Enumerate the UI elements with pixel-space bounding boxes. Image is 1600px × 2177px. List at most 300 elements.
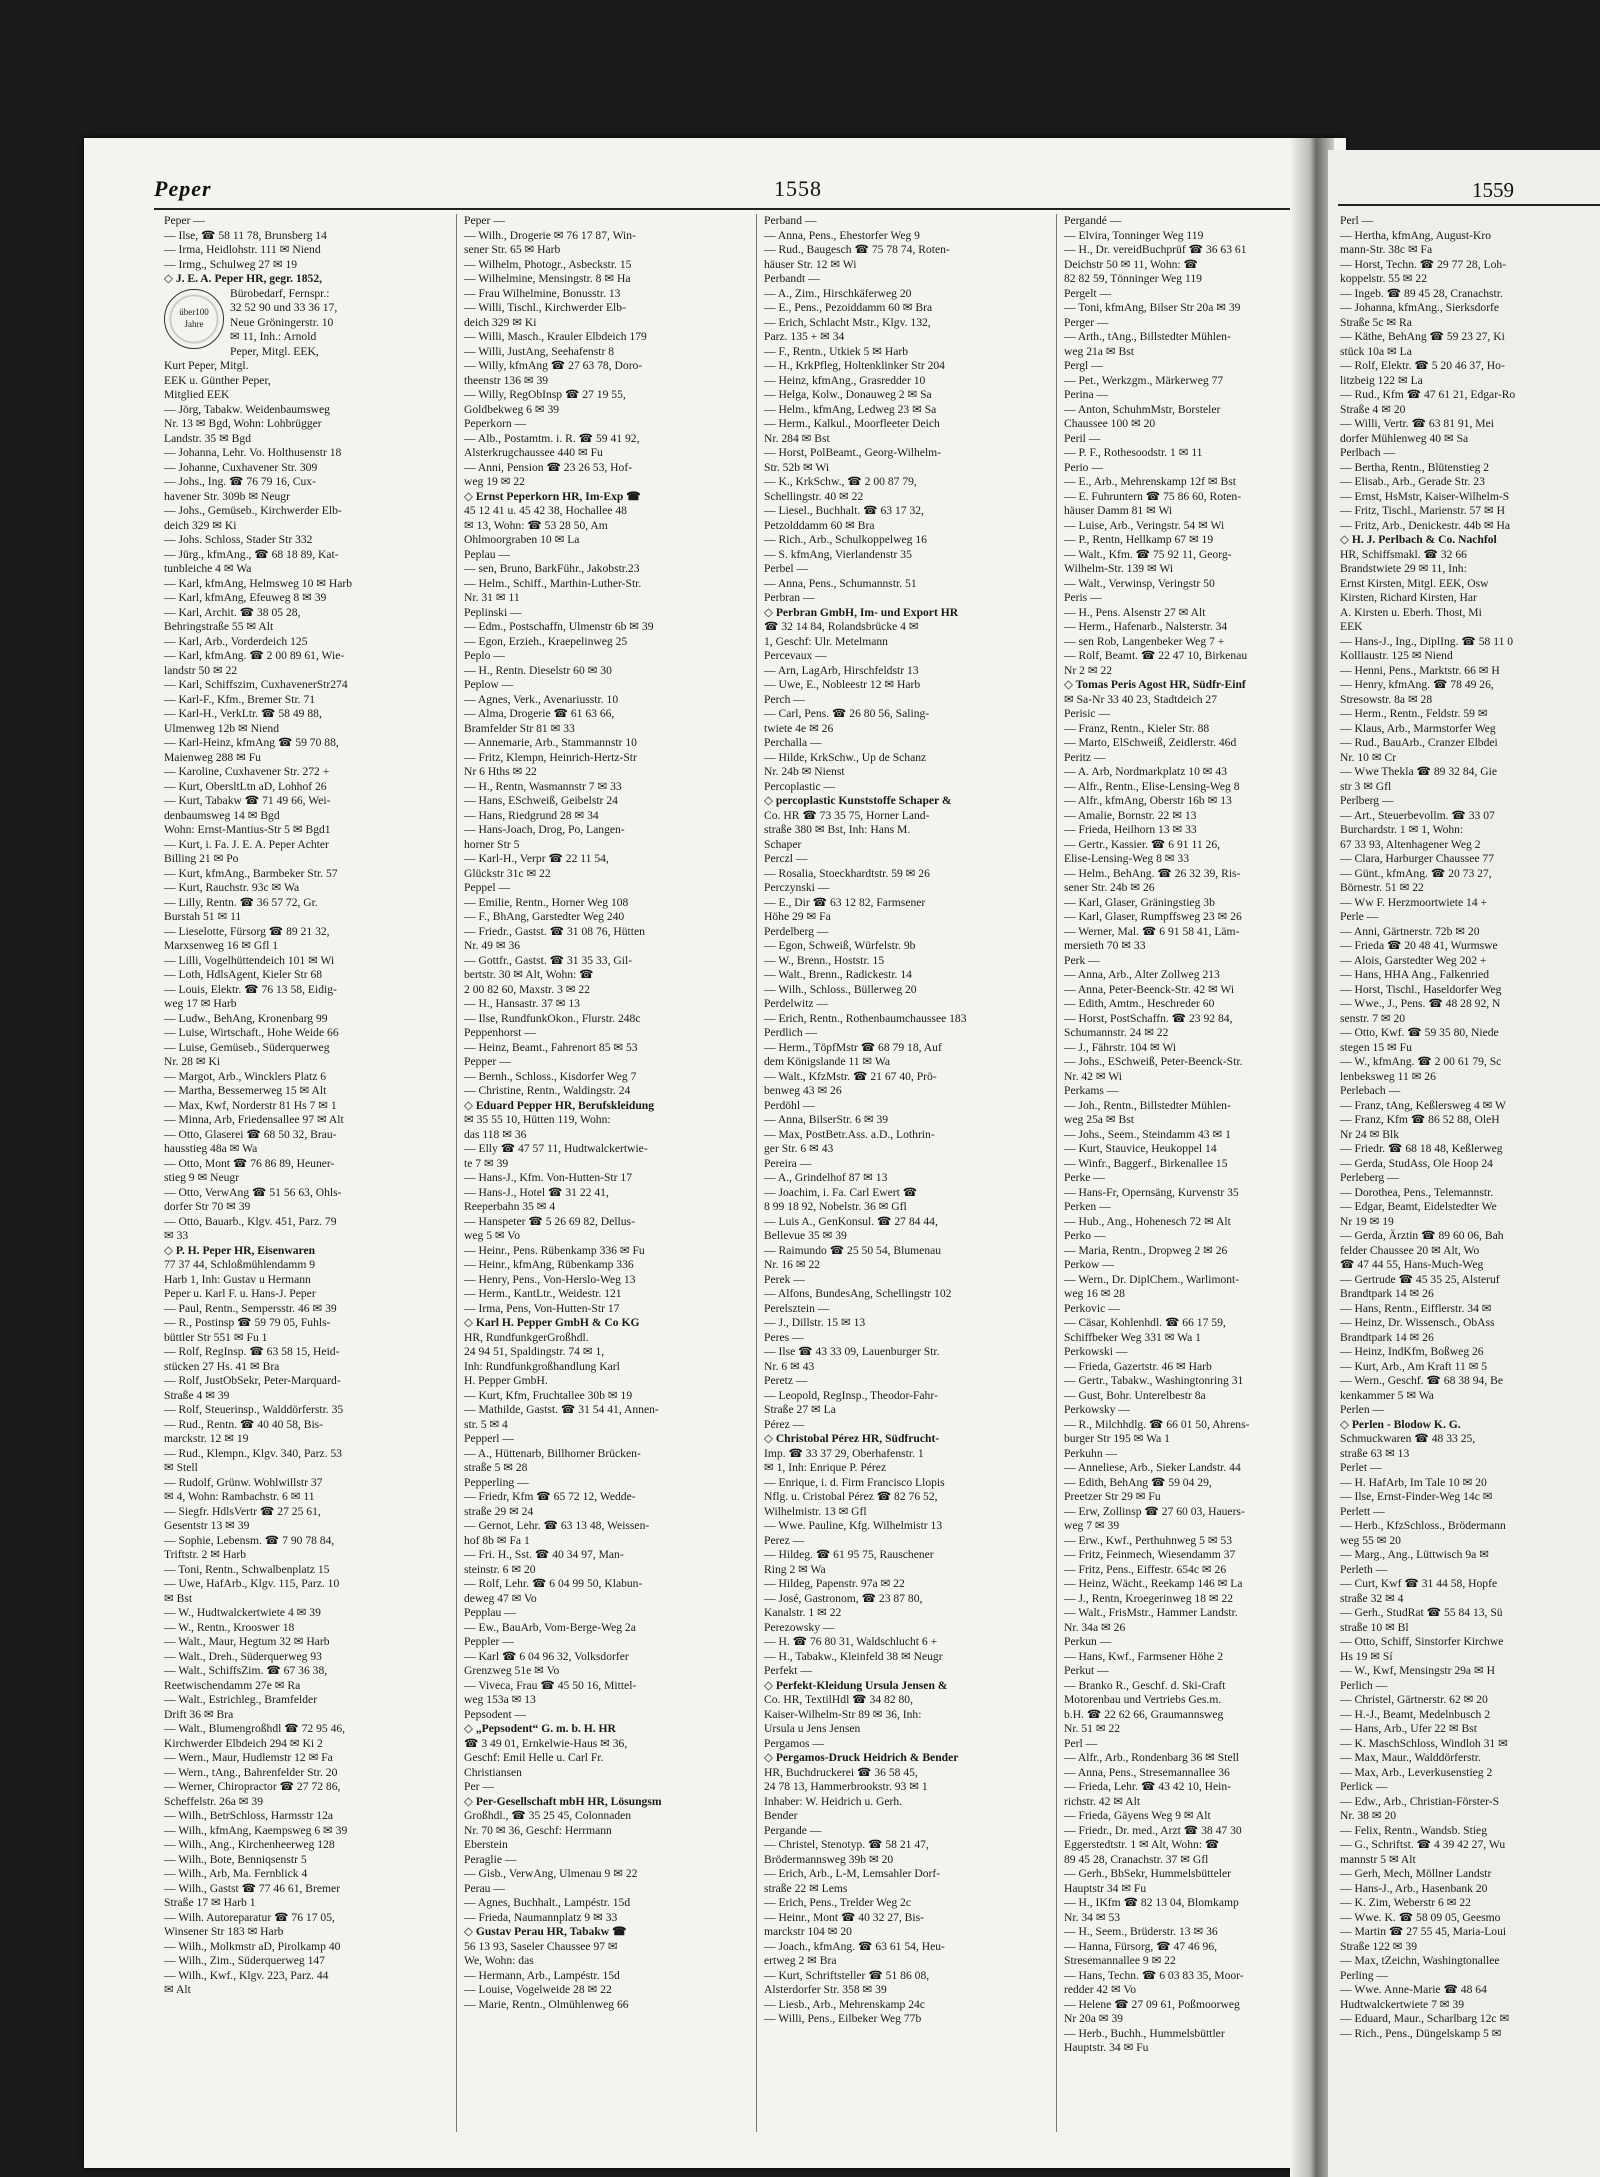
directory-entry-line: — Walt., Brenn., Radickestr. 14 <box>764 968 912 981</box>
directory-page <box>84 138 1346 2168</box>
directory-entry-line: Pepplau — <box>464 1606 516 1619</box>
directory-entry-line: Grenzweg 51e ✉ Vo <box>464 1664 560 1677</box>
directory-entry-line: — Willi, Tischl., Kirchwerder Elb- <box>464 301 626 314</box>
directory-entry-line: Nr. 6 ✉ 43 <box>764 1359 815 1373</box>
directory-entry-line: — Jürg., kfmAng., ☎ 68 18 89, Kat- <box>164 547 339 561</box>
directory-entry-line: Nr 6 Hths ✉ 22 <box>464 765 537 778</box>
directory-entry-line: — Rud., Rentn. ☎ 40 40 58, Bis- <box>164 1417 324 1431</box>
directory-entry-line: — Erw., Kwf., Perthuhnweg 5 ✉ 53 <box>1064 1533 1233 1547</box>
directory-entry-line: — K. MaschSchloss, Windloh 31 ✉ <box>1340 1736 1508 1750</box>
directory-entry-line: — E. Fuhruntern ☎ 75 86 60, Roten- <box>1064 489 1242 503</box>
directory-entry-line: — Irma, Heidlohstr. 111 ✉ Niend <box>164 243 321 256</box>
directory-entry-line: — Fri. H., Sst. ☎ 40 34 97, Man- <box>464 1548 624 1561</box>
directory-entry-line: — Liesel., Buchhalt. ☎ 63 17 32, <box>764 504 924 517</box>
directory-entry-line: 67 33 93, Altenhagener Weg 2 <box>1340 837 1481 851</box>
directory-entry-line: — Fritz, Klempn, Heinrich-Hertz-Str <box>464 750 637 764</box>
directory-entry-line: — Erich, Arb., L-M, Lemsahler Dorf- <box>764 1867 941 1880</box>
directory-entry-line: Burstah 51 ✉ 11 <box>164 910 242 923</box>
directory-entry-line: — Anna, Pens., Stresemannallee 36 <box>1064 1765 1230 1779</box>
directory-entry-line: Peppler — <box>464 1635 514 1648</box>
directory-entry-line: — Henni, Pens., Marktstr. 66 ✉ H <box>1340 663 1500 677</box>
directory-entry-line: ◇ Gustav Perau HR, Tabakw ☎ <box>464 1925 627 1938</box>
directory-entry-line: — Arth., tAng., Billstedter Mühlen- <box>1064 330 1231 343</box>
directory-entry-line: marckstr 104 ✉ 20 <box>764 1925 852 1938</box>
directory-entry-line: ✉ Stell <box>164 1461 198 1474</box>
directory-entry-line: Peper — <box>164 214 205 227</box>
directory-entry-line: — Frieda, Heilhorn 13 ✉ 33 <box>1064 823 1197 836</box>
directory-entry-line: kenkammer 5 ✉ Wa <box>1340 1388 1434 1402</box>
directory-entry-line: straße 10 ✉ Bl <box>1340 1620 1409 1634</box>
directory-entry-line: ✉ 13, Wohn: ☎ 53 28 50, Am <box>464 518 608 532</box>
directory-entry-line: HR, RundfunkgerGroßhdl. <box>464 1330 589 1344</box>
directory-entry-line: — Luise, Wirtschaft., Hohe Weide 66 <box>164 1026 339 1039</box>
directory-entry-line: — Martin ☎ 27 55 45, Maria-Loui <box>1340 1925 1507 1938</box>
directory-entry-line: — H. ☎ 76 80 31, Waldschlucht 6 + <box>764 1635 938 1648</box>
directory-entry-line: — Horst, PostSchaffn. ☎ 23 92 84, <box>1064 1011 1233 1025</box>
directory-entry-line: ◇ J. E. A. Peper HR, gegr. 1852, <box>164 272 323 285</box>
directory-entry-line: — H.-J., Beamt, Medelnbusch 2 <box>1340 1707 1491 1721</box>
directory-entry-line: ◇ percoplastic Kunststoffe Schaper & <box>764 794 952 807</box>
directory-entry-line: — Christel, Gärtnerstr. 62 ✉ 20 <box>1340 1693 1488 1706</box>
directory-entry-line: Marxsenweg 16 ✉ Gfl 1 <box>164 939 279 952</box>
directory-entry-line: Peppenhorst — <box>464 1026 536 1039</box>
directory-entry-line: Perlbach — <box>1340 446 1396 459</box>
directory-entry-line: — Gerh., StudRat ☎ 55 84 13, Sü <box>1340 1606 1503 1619</box>
directory-entry-line: — Liesb., Arb., Mehrenskamp 24c <box>764 1997 925 2011</box>
directory-entry-line: Ursula u Jens Jensen <box>764 1722 861 1735</box>
directory-entry-line: ◇ P. H. Peper HR, Eisenwaren <box>164 1243 316 1257</box>
directory-entry-line: Preetzer Str 29 ✉ Fu <box>1064 1490 1161 1503</box>
directory-entry-line: — Alfons, BundesAng, Schellingstr 102 <box>764 1287 952 1300</box>
directory-entry-line: — Rud., Baugesch ☎ 75 78 74, Roten- <box>764 243 950 256</box>
directory-entry-line: straße 29 ✉ 24 <box>464 1504 534 1518</box>
directory-entry-line: — Herb., KfzSchloss., Brödermann <box>1340 1519 1506 1532</box>
directory-entry-line: Bellevue 35 ✉ 39 <box>764 1229 847 1242</box>
directory-entry-line: Straße 27 ✉ La <box>764 1403 836 1416</box>
directory-entry-line: — Friedr. ☎ 68 18 48, Keßlerweg <box>1340 1142 1503 1155</box>
directory-entry-line: ◇ Ernst Peperkorn HR, Im-Exp ☎ <box>464 489 641 503</box>
directory-entry-line: Drift 36 ✉ Bra <box>164 1707 234 1721</box>
directory-entry-line: — Curt, Kwf ☎ 31 44 58, Hopfe <box>1340 1577 1498 1590</box>
directory-entry-line: — Hans, ESchweiß, Geibelstr 24 <box>464 794 618 807</box>
directory-entry-line: — Anna, Pens., Ehestorfer Weg 9 <box>764 228 920 242</box>
directory-entry-line: — Anneliese, Arb., Sieker Landstr. 44 <box>1064 1461 1241 1474</box>
directory-entry-line: — Wwe., J., Pens. ☎ 48 28 92, N <box>1340 997 1501 1010</box>
directory-entry-line: — Toni, kfmAng, Bilser Str 20a ✉ 39 <box>1064 301 1241 314</box>
directory-entry-line: — Eduard, Maur., Scharlbarg 12c ✉ <box>1340 2012 1510 2025</box>
directory-entry-line: 8 99 18 92, Nobelstr. 36 ✉ Gfl <box>764 1200 907 1213</box>
directory-entry-line: — Fritz, Feinmech, Wiesendamm 37 <box>1064 1548 1236 1561</box>
directory-entry-line: — Karl-H., Verpr ☎ 22 11 54, <box>464 852 609 865</box>
directory-entry-line: — S. kfmAng, Vierlandenstr 35 <box>764 547 912 561</box>
directory-entry-line: — Hildeg. ☎ 61 95 75, Rauschener <box>764 1548 934 1561</box>
directory-entry-line: Harb 1, Inh: Gustav u Hermann <box>164 1272 311 1286</box>
directory-entry-line: landstr 50 ✉ 22 <box>164 663 238 677</box>
directory-entry-line: — A., Zim., Hirschkäferweg 20 <box>764 286 912 300</box>
directory-entry-line: — Wwe. Anne-Marie ☎ 48 64 <box>1340 1983 1487 1996</box>
directory-entry-line: — Johanna, kfmAng., Sierksdorfe <box>1340 301 1500 314</box>
column-divider <box>1056 214 1057 2132</box>
directory-entry-line: Mitglied EEK <box>164 388 230 401</box>
directory-entry-line: Perl — <box>1064 1736 1098 1750</box>
directory-entry-line: — Heinr., Pens. Rübenkamp 336 ✉ Fu <box>464 1243 645 1257</box>
directory-entry-line: Perdöhl — <box>764 1098 815 1112</box>
directory-entry-line: Perek — <box>764 1272 805 1286</box>
directory-entry-line: Peretz — <box>764 1374 808 1387</box>
directory-entry-line: Schaper <box>764 837 802 851</box>
directory-entry-line: Pereira — <box>764 1156 812 1170</box>
directory-entry-line: HR, Schiffsmakl. ☎ 32 66 <box>1340 547 1467 561</box>
directory-entry-line: Perkuhn — <box>1064 1446 1118 1460</box>
directory-entry-line: Pergande — <box>764 1823 822 1837</box>
directory-entry-line: Perkowski — <box>1064 1345 1128 1358</box>
directory-entry-line: Nr. 24b ✉ Nienst <box>764 765 845 778</box>
directory-entry-line: — Wilhelmine, Mensingstr. 8 ✉ Ha <box>464 272 631 285</box>
directory-entry-line: — Alma, Drogerie ☎ 61 63 66, <box>464 707 615 720</box>
directory-entry-line: — Friedr., Gastst. ☎ 31 08 76, Hütten <box>464 924 645 938</box>
directory-entry-line: Pergl — <box>1064 359 1103 372</box>
directory-entry-line: Stresemannallee 9 ✉ 22 <box>1064 1954 1176 1967</box>
directory-entry-line: Kurt Peper, Mitgl. <box>164 359 249 372</box>
directory-entry-line: HR, Buchdruckerei ☎ 36 58 45, <box>764 1765 918 1779</box>
directory-entry-line: — Clara, Harburger Chaussee 77 <box>1340 852 1495 865</box>
directory-entry-line: — R., Milchhdlg. ☎ 66 01 50, Ahrens- <box>1064 1417 1250 1431</box>
directory-entry-line: — Helm., kfmAng, Ledweg 23 ✉ Sa <box>764 402 937 416</box>
directory-entry-line: twiete 4e ✉ 26 <box>764 721 834 735</box>
directory-entry-line: — Agnes, Buchhalt., Lampéstr. 15d <box>464 1896 631 1909</box>
directory-entry-line: Nr. 42 ✉ Wi <box>1064 1069 1122 1083</box>
directory-entry-line: ✉ 33 <box>164 1229 189 1242</box>
directory-entry-line: EEK <box>1340 620 1363 633</box>
directory-entry-line: — Elisab., Arb., Gerade Str. 23 <box>1340 475 1485 488</box>
directory-entry-line: — Max, tZeichn, Washingtonallee <box>1340 1954 1500 1967</box>
directory-entry-line: Perchalla — <box>764 736 822 749</box>
directory-entry-line: — Gottfr., Gastst. ☎ 31 35 33, Gil- <box>464 953 633 967</box>
directory-entry-line: Perger — <box>1064 315 1109 329</box>
directory-entry-line: — Anna, Peter-Beenck-Str. 42 ✉ Wi <box>1064 982 1235 996</box>
directory-entry-line: — Leopold, RegInsp., Theodor-Fahr- <box>764 1388 938 1402</box>
directory-entry-line: — Kurt, kfmAng., Barmbeker Str. 57 <box>164 866 338 880</box>
directory-entry-line: Ring 2 ✉ Wa <box>764 1562 826 1576</box>
directory-entry-line: — Gerda, Ärztin ☎ 89 60 06, Bah <box>1340 1229 1504 1242</box>
directory-entry-line: — Heinz, Dr. Wissensch., ObAss <box>1340 1316 1495 1329</box>
directory-entry-line: — Walt., SchiffsZim. ☎ 67 36 38, <box>164 1664 328 1677</box>
directory-entry-line: — Erich, Pens., Trelder Weg 2c <box>764 1896 911 1909</box>
seal-text: Jahre <box>184 318 204 329</box>
directory-entry-line: Peris — <box>1064 591 1102 604</box>
directory-entry-line: — Joach., kfmAng. ☎ 63 61 54, Heu- <box>764 1939 945 1953</box>
directory-entry-line: 24 94 51, Spaldingstr. 74 ✉ 1, <box>464 1345 605 1358</box>
directory-entry-line: — Karl, kfmAng, Efeuweg 8 ✉ 39 <box>164 591 327 604</box>
directory-entry-line: Perdelberg — <box>764 924 829 938</box>
directory-entry-line: — Alois, Garstedter Weg 202 + <box>1340 953 1487 967</box>
directory-entry-line: Hauptstr 34 ✉ Fu <box>1064 1881 1147 1895</box>
directory-entry-line: ✉ Alt <box>164 1983 191 1996</box>
directory-entry-line: ◇ Tomas Peris Agost HR, Südfr-Einf <box>1064 678 1246 691</box>
directory-entry-line: — Walt., Estrichleg., Bramfelder <box>164 1693 318 1706</box>
directory-entry-line: ✉ 11, Inh.: Arnold <box>230 330 317 343</box>
directory-entry-line: — Gisb., VerwAng, Ulmenau 9 ✉ 22 <box>464 1867 638 1880</box>
directory-entry-line: — Gernot, Lehr. ☎ 63 13 48, Weissen- <box>464 1519 650 1532</box>
directory-entry-line: — Friedr., Dr. med., Arzt ☎ 38 47 30 <box>1064 1823 1242 1837</box>
directory-entry-line: — Louis, Elektr. ☎ 76 13 58, Eidig- <box>164 982 337 996</box>
directory-entry-line: — Hans-J., Ing., DiplIng. ☎ 58 11 0 <box>1340 634 1514 648</box>
directory-entry-line: — Lilly, Rentn. ☎ 36 57 72, Gr. <box>164 895 318 909</box>
directory-entry-line: Perlet — <box>1340 1461 1382 1474</box>
directory-entry-line: dem Königslande 11 ✉ Wa <box>764 1055 890 1068</box>
directory-entry-line: Peper — <box>464 214 505 227</box>
directory-entry-line: — Max, Maur., Walddörferstr. <box>1340 1751 1481 1764</box>
directory-entry-line: — H. HafArb, Im Tale 10 ✉ 20 <box>1340 1475 1487 1489</box>
directory-entry-line: — Karl, kfmAng. ☎ 2 00 89 61, Wie- <box>164 649 345 662</box>
directory-entry-line: Alsterkrugchaussee 440 ✉ Fu <box>464 446 603 459</box>
directory-entry-line: Perband — <box>764 214 817 227</box>
directory-entry-line: Pepper — <box>464 1055 511 1068</box>
directory-entry-line: — W., Brenn., Hoststr. 15 <box>764 953 885 967</box>
directory-entry-line: — Kurt, Arb., Am Kraft 11 ✉ 5 <box>1340 1359 1488 1373</box>
directory-entry-line: — Alfr., kfmAng, Oberstr 16b ✉ 13 <box>1064 794 1232 807</box>
directory-entry-line: — Margot, Arb., Wincklers Platz 6 <box>164 1069 327 1083</box>
directory-entry-line: Pergamos — <box>764 1736 825 1750</box>
directory-entry-line: — Gerda, StudAss, Ole Hoop 24 <box>1340 1156 1493 1170</box>
directory-entry-line: — F., BhAng, Garstedter Weg 240 <box>464 910 625 923</box>
directory-entry-line: — Kurt, Schriftsteller ☎ 51 86 08, <box>764 1968 930 1982</box>
directory-entry-line: — Günt., kfmAng. ☎ 20 73 27, <box>1340 866 1492 880</box>
directory-entry-line: — Wilh., Zim., Süderquerweg 147 <box>164 1954 325 1967</box>
directory-entry-line: Perdlich — <box>764 1026 818 1039</box>
directory-entry-line: Höhe 29 ✉ Fa <box>764 910 831 923</box>
directory-entry-line: stück 10a ✉ La <box>1340 344 1412 358</box>
directory-entry-line: Nr. 16 ✉ 22 <box>764 1258 821 1271</box>
directory-entry-line: — Rich., Arb., Schulkoppelweg 16 <box>764 533 927 546</box>
directory-entry-line: — Uwe, HafArb., Klgv. 115, Parz. 10 <box>164 1577 340 1590</box>
directory-entry-line: mannstr 5 ✉ Alt <box>1340 1852 1416 1866</box>
directory-entry-line: — Branko R., Geschf. d. Ski-Craft <box>1064 1678 1226 1692</box>
directory-entry-line: Co. HR, TextilHdl ☎ 34 82 80, <box>764 1693 914 1706</box>
directory-entry-line: — Herm., KantLtr., Weidestr. 121 <box>464 1287 622 1300</box>
directory-entry-line: — Louise, Vogelweide 28 ✉ 22 <box>464 1983 612 1996</box>
directory-entry-line: Alsterdorfer Str. 358 ✉ 39 <box>764 1983 887 1996</box>
directory-entry-line: — Alb., Postamtm. i. R. ☎ 59 41 92, <box>464 431 640 445</box>
directory-entry-line: — Kurt, i. Fa. J. E. A. Peper Achter <box>164 837 329 851</box>
directory-entry-line: Pepperling — <box>464 1475 529 1489</box>
directory-entry-line: ◇ Perlen - Blodow K. G. <box>1340 1417 1461 1431</box>
directory-entry-line: weg 16 ✉ 28 <box>1064 1287 1125 1300</box>
directory-entry-line: — Karl-Heinz, kfmAng ☎ 59 70 88, <box>164 736 339 749</box>
directory-entry-line: — Herm., Rentn., Feldstr. 59 ✉ <box>1340 707 1488 720</box>
directory-entry-line: Pepperl — <box>464 1432 514 1445</box>
directory-entry-line: — Herm., TöpfMstr ☎ 68 79 18, Auf <box>764 1040 942 1054</box>
directory-entry-line: — Hertha, kfmAng, August-Kro <box>1340 228 1492 242</box>
directory-entry-line: Perbel — <box>764 562 809 575</box>
directory-entry-line: Reeperbahn 35 ✉ 4 <box>464 1200 556 1213</box>
directory-entry-line: Nr. 31 ✉ 11 <box>464 591 520 604</box>
directory-entry-line: Petzolddamm 60 ✉ Bra <box>764 518 875 532</box>
directory-entry-line: sener Str. 65 ✉ Harb <box>464 243 561 256</box>
directory-entry-line: — Walt., Verwinsp, Veringstr 50 <box>1064 576 1215 590</box>
directory-entry-line: Straße 4 ✉ 20 <box>1340 402 1406 416</box>
directory-entry-line: litzbeig 122 ✉ La <box>1340 373 1423 387</box>
directory-entry-line: Perlberg — <box>1340 794 1394 807</box>
directory-column-3 <box>764 214 1050 2027</box>
directory-entry-line: Parz. 135 + ✉ 34 <box>764 330 845 343</box>
directory-entry-line: Perezowsky — <box>764 1620 835 1634</box>
directory-entry-line: — Alfr., Arb., Rondenbarg 36 ✉ Stell <box>1064 1751 1240 1764</box>
directory-entry-line: — Ew., BauArb, Vom-Berge-Weg 2a <box>464 1620 636 1634</box>
directory-entry-line: — Hildeg, Papenstr. 97a ✉ 22 <box>764 1577 905 1590</box>
directory-entry-line: — Karl-F., Kfm., Bremer Str. 71 <box>164 692 316 706</box>
directory-entry-line: — Otto, Kwf. ☎ 59 35 80, Niede <box>1340 1026 1499 1039</box>
directory-entry-line: weg 21a ✉ Bst <box>1064 344 1134 358</box>
directory-entry-line: Nr. 49 ✉ 36 <box>464 939 521 952</box>
directory-entry-line: Bramfelder Str 81 ✉ 33 <box>464 721 575 735</box>
directory-entry-line: Percevaux — <box>764 649 827 662</box>
directory-entry-line: — Johs., Gemüseb., Kirchwerder Elb- <box>164 504 342 517</box>
directory-entry-line: Schmuckwaren ☎ 48 33 25, <box>1340 1432 1476 1445</box>
directory-entry-line: — Irma, Pens, Von-Hutten-Str 17 <box>464 1301 620 1315</box>
directory-entry-line: — Paul, Rentn., Sempersstr. 46 ✉ 39 <box>164 1301 337 1315</box>
directory-entry-line: ☎ 3 49 01, Ernkelwie-Haus ✉ 36, <box>464 1736 628 1750</box>
directory-entry-line: weg 5 ✉ Vo <box>464 1229 520 1242</box>
directory-entry-line: — Johanne, Cuxhavener Str. 309 <box>164 460 318 474</box>
directory-entry-line: Neue Gröningerstr. 10 <box>230 315 334 329</box>
directory-entry-line: — Henry, Pens., Von-Herslo-Weg 13 <box>464 1272 636 1286</box>
directory-entry-line: — Egon, Schweiß, Würfelstr. 9b <box>764 939 916 952</box>
directory-entry-line: — Pet., Werkzgm., Märkerweg 77 <box>1064 373 1224 387</box>
directory-entry-line: — Anni, Gärtnerstr. 72b ✉ 20 <box>1340 924 1480 938</box>
directory-entry-line: Perina — <box>1064 388 1109 401</box>
directory-entry-line: — Horst, Tischl., Haseldorfer Weg <box>1340 982 1502 996</box>
directory-entry-line: Billing 21 ✉ Po <box>164 852 239 865</box>
directory-entry-line: Elise-Lensing-Weg 8 ✉ 33 <box>1064 852 1190 865</box>
directory-entry-line: — Enrique, i. d. Firm Francisco Llopis <box>764 1475 945 1489</box>
directory-entry-line: — E., Dir ☎ 63 12 82, Farmsener <box>764 895 926 909</box>
directory-entry-line: — Wilh., Molkmstr aD, Pirolkamp 40 <box>164 1939 341 1953</box>
directory-entry-line: Perkun — <box>1064 1635 1112 1648</box>
directory-entry-line: — Wern., Maur, Hudlemstr 12 ✉ Fa <box>164 1751 333 1764</box>
directory-entry-line: — R., Postinsp ☎ 59 79 05, Fuhls- <box>164 1316 331 1329</box>
directory-entry-line: — Marg., Ang., Lüttwisch 9a ✉ <box>1340 1548 1489 1561</box>
directory-entry-line: Hauptstr. 34 ✉ Fu <box>1064 2041 1149 2054</box>
directory-entry-line: — Johs., Ing. ☎ 76 79 16, Cux- <box>164 475 316 488</box>
directory-entry-line: Perl — <box>1340 214 1374 227</box>
directory-entry-line: — Maria, Rentn., Dropweg 2 ✉ 26 <box>1064 1243 1228 1257</box>
directory-entry-line: Nr 20a ✉ 39 <box>1064 2012 1123 2025</box>
directory-entry-line: — Wwe Thekla ☎ 89 32 84, Gie <box>1340 765 1497 778</box>
directory-entry-line: Perau — <box>464 1881 505 1895</box>
directory-entry-line: Großhdl., ☎ 35 25 45, Colonnaden <box>464 1809 632 1822</box>
directory-entry-line: — Martha, Bessemerweg 15 ✉ Alt <box>164 1084 327 1097</box>
directory-entry-line: — Kurt, Kfm, Fruchtallee 30b ✉ 19 <box>464 1388 633 1402</box>
directory-entry-line: — Willi, JustAng, Seehafenstr 8 <box>464 344 615 358</box>
directory-entry-line: — Herb., Buchh., Hummelsbüttler <box>1064 2026 1225 2040</box>
directory-entry-line: Landstr. 35 ✉ Bgd <box>164 431 252 445</box>
directory-entry-line: — Johs., ESchweiß, Peter-Beenck-Str. <box>1064 1055 1243 1068</box>
directory-entry-line: — P., Rentn, Hellkamp 67 ✉ 19 <box>1064 533 1214 546</box>
directory-entry-line: — Otto, Glaserei ☎ 68 50 32, Brau- <box>164 1127 337 1141</box>
directory-entry-line: — Luis A., GenKonsul. ☎ 27 84 44, <box>764 1214 938 1228</box>
directory-entry-line: — Frieda ☎ 20 48 41, Wurmswe <box>1340 939 1498 952</box>
directory-entry-line: — Wilhelm, Photogr., Asbeckstr. 15 <box>464 257 632 271</box>
directory-entry-line: — Viveca, Frau ☎ 45 50 16, Mittel- <box>464 1678 637 1692</box>
directory-entry-line: häuser Str. 12 ✉ Wi <box>764 257 857 271</box>
page-number: 1558 <box>774 176 822 201</box>
directory-entry-line: — Raimundo ☎ 25 50 54, Blumenau <box>764 1243 942 1257</box>
directory-entry-line: Perfekt — <box>764 1664 812 1677</box>
next-page-column <box>1340 214 1600 2041</box>
directory-entry-line: — Karoline, Cuxhavener Str. 272 + <box>164 765 330 778</box>
directory-entry-line: — Heinz, IndKfm, Boßweg 26 <box>1340 1345 1484 1358</box>
directory-entry-line: Ernst Kirsten, Mitgl. EEK, Osw <box>1340 576 1489 590</box>
directory-entry-line: dorfer Str 70 ✉ 39 <box>164 1200 251 1213</box>
directory-entry-line: 89 45 28, Cranachstr. 37 ✉ Gfl <box>1064 1852 1209 1866</box>
directory-column-1 <box>164 214 450 1998</box>
directory-entry-line: Nr. 51 ✉ 22 <box>1064 1722 1121 1735</box>
directory-entry-line: Perczynski — <box>764 881 830 894</box>
directory-entry-line: — Gertr., Tabakw., Washingtonring 31 <box>1064 1374 1244 1387</box>
directory-entry-line: Perlebach — <box>1340 1084 1401 1097</box>
directory-entry-line: — Frieda, Lehr. ☎ 43 42 10, Hein- <box>1064 1780 1232 1793</box>
directory-entry-line: — Frau Wilhelmine, Bonusstr. 13 <box>464 286 621 300</box>
directory-entry-line: — Anna, Arb., Alter Zollweg 213 <box>1064 968 1220 981</box>
running-head: Peper <box>154 176 212 201</box>
directory-entry-line: — Rolf, Elektr. ☎ 5 20 46 37, Ho- <box>1340 359 1505 372</box>
directory-entry-line: — Annemarie, Arb., Stammannstr 10 <box>464 736 637 749</box>
directory-entry-line: Nr. 10 ✉ Cr <box>1340 750 1397 764</box>
directory-entry-line: Straße 5c ✉ Ra <box>1340 315 1412 329</box>
directory-entry-line: — Käthe, BehAng ☎ 59 23 27, Ki <box>1340 330 1505 343</box>
directory-entry-line: — Klaus, Arb., Marmstorfer Weg <box>1340 721 1496 735</box>
directory-entry-line: — Johs. Schloss, Stader Str 332 <box>164 533 313 546</box>
directory-entry-line: Pergelt — <box>1064 286 1112 300</box>
directory-entry-line: — Karl, Arb., Vorderdeich 125 <box>164 634 308 648</box>
directory-entry-line: — Toni, Rentn., Schwalbenplatz 15 <box>164 1562 330 1576</box>
directory-entry-line: — Ilse ☎ 43 33 09, Lauenburger Str. <box>764 1345 940 1358</box>
directory-entry-line: Perlich — <box>1340 1678 1388 1692</box>
directory-entry-line: — Bertha, Rentn., Blütenstieg 2 <box>1340 460 1490 474</box>
directory-entry-line: Peplau — <box>464 547 511 561</box>
directory-entry-line: — Hanna, Fürsorg, ☎ 47 46 96, <box>1064 1939 1218 1953</box>
directory-entry-line: — Karl, kfmAng, Helmsweg 10 ✉ Harb <box>164 576 353 590</box>
directory-entry-line: Perken — <box>1064 1200 1111 1213</box>
directory-entry-line: — Kurt, Stauvice, Heukoppel 14 <box>1064 1142 1217 1155</box>
directory-entry-line: benweg 43 ✉ 26 <box>764 1084 842 1097</box>
directory-entry-line: redder 42 ✉ Vo <box>1064 1983 1137 1996</box>
directory-entry-line: Perelsztein — <box>764 1301 830 1315</box>
directory-entry-line: — F., Rentn., Utkiek 5 ✉ Harb <box>764 344 909 358</box>
directory-entry-line: Brandstwiete 29 ✉ 11, Inh: <box>1340 562 1467 575</box>
directory-entry-line: — Art., Steuerbevollm. ☎ 33 07 <box>1340 808 1495 822</box>
directory-entry-line: — Frieda, Gäyens Weg 9 ✉ Alt <box>1064 1809 1211 1822</box>
directory-entry-line: Percoplastic — <box>764 779 836 793</box>
directory-entry-line: deich 329 ✉ Ki <box>464 315 537 329</box>
directory-entry-line: ◇ „Pepsodent“ G. m. b. H. HR <box>464 1722 616 1735</box>
directory-entry-line: ◇ Eduard Pepper HR, Berufskleidung <box>464 1098 655 1112</box>
directory-entry-line: — Max, Kwf, Norderstr 81 Hs 7 ✉ 1 <box>164 1098 337 1112</box>
directory-entry-line: — Edw., Arb., Christian-Förster-S <box>1340 1794 1500 1808</box>
directory-entry-line: — Anton, SchuhmMstr, Borsteler <box>1064 402 1221 416</box>
directory-entry-line: Pepsodent — <box>464 1707 527 1721</box>
directory-entry-line: — Willy, RegObInsp ☎ 27 19 55, <box>464 388 626 401</box>
directory-entry-line: Brandtpark 14 ✉ 26 <box>1340 1287 1434 1300</box>
directory-entry-line: — Willi, Masch., Krauler Elbdeich 179 <box>464 330 647 343</box>
directory-entry-line: ☎ 32 14 84, Rolandsbrücke 4 ✉ <box>764 620 919 633</box>
directory-entry-line: Nr. 70 ✉ 36, Geschf: Herrmann <box>464 1823 612 1837</box>
directory-entry-line: — Ingeb. ☎ 89 45 28, Cranachstr. <box>1340 286 1503 300</box>
directory-entry-line: — Agnes, Verk., Avenariusstr. 10 <box>464 692 619 706</box>
directory-entry-line: deweg 47 ✉ Vo <box>464 1591 537 1605</box>
directory-entry-line: Perio — <box>1064 460 1103 474</box>
